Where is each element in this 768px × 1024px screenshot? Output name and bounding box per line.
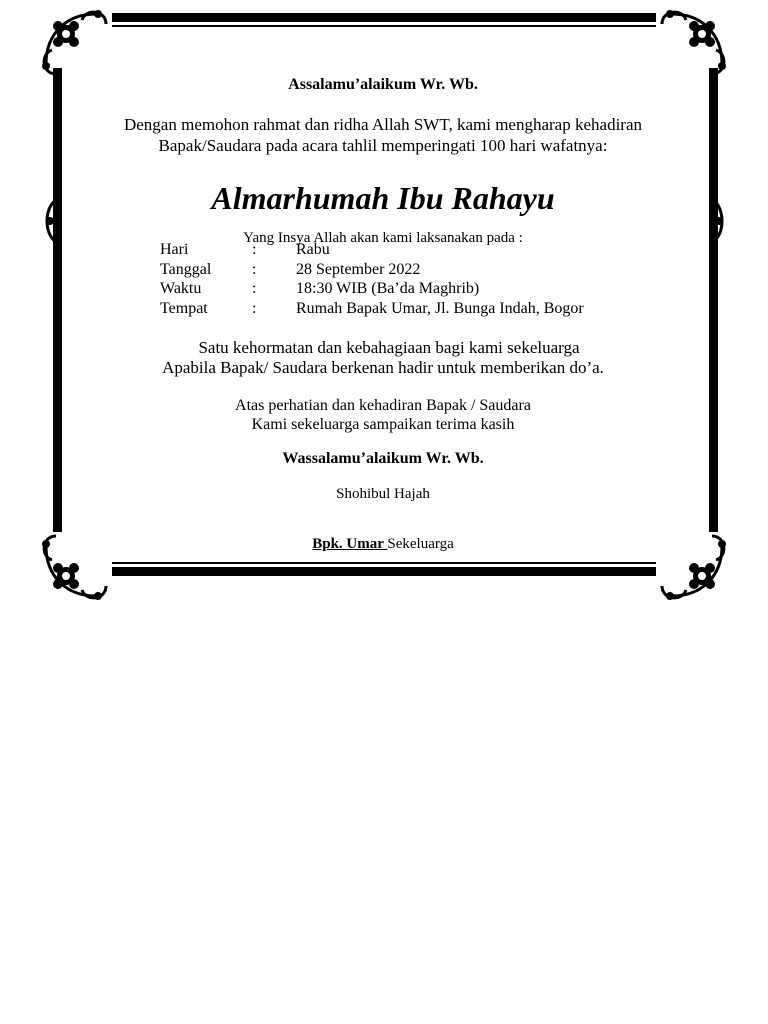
event-lead-text: Yang Insya Allah akan kami laksanakan pada : [243, 230, 523, 246]
honor-line-1: Satu kehormatan dan kebahagiaan bagi kami sekeluarga [198, 338, 580, 357]
side-ornament-icon [42, 198, 62, 244]
detail-row-place [160, 299, 680, 319]
honor-text [62, 338, 704, 378]
detail-separator: : [252, 241, 257, 258]
side-ornament-icon [707, 198, 727, 244]
frame-right-border [709, 68, 718, 532]
deceased-name: Almarhumah Ibu Rahayu [211, 180, 555, 216]
detail-value: Rabu [296, 241, 330, 258]
event-details [160, 240, 680, 318]
frame-left-border [53, 68, 62, 532]
thanks-text [62, 396, 704, 434]
intro-line-2: Bapak/Saudara pada acara tahlil memperingati 100 hari wafatnya: [158, 136, 608, 155]
signature-name: Bpk. Umar [312, 536, 388, 552]
signature-suffix: Sekeluarga [387, 536, 454, 552]
detail-label: Tanggal [160, 260, 212, 278]
detail-value: 28 September 2022 [296, 260, 421, 278]
closing-greeting: Wassalamu’alaikum Wr. Wb. [282, 450, 484, 467]
thanks-line-2: Kami sekeluarga sampaikan terima kasih [251, 416, 515, 433]
detail-row-day [160, 240, 680, 260]
detail-separator: : [252, 260, 257, 278]
frame-bottom-inner-line [112, 562, 656, 564]
detail-separator: : [252, 299, 257, 317]
detail-label: Tempat [160, 299, 208, 317]
signature [62, 536, 704, 553]
detail-row-time [160, 279, 680, 299]
detail-separator: : [252, 280, 257, 297]
intro-line-1: Dengan memohon rahmat dan ridha Allah SWT, kami mengharap kehadiran [123, 115, 643, 134]
detail-label: Waktu [160, 280, 202, 297]
frame-bottom-border [112, 567, 656, 576]
frame-top-inner-line [112, 25, 656, 27]
intro-text [62, 114, 704, 156]
detail-label: Hari [160, 241, 189, 258]
greeting: Assalamu’alaikum Wr. Wb. [288, 76, 478, 93]
detail-value: Rumah Bapak Umar, Jl. Bunga Indah, Bogor [296, 299, 584, 317]
honor-line-2: Apabila Bapak/ Saudara berkenan hadir untuk memberikan do’a. [162, 358, 604, 377]
invitation-content [62, 70, 704, 552]
host-label: Shohibul Hajah [336, 486, 430, 502]
detail-row-date [160, 260, 680, 280]
detail-value: 18:30 WIB (Ba’da Maghrib) [296, 280, 480, 297]
frame-top-border [112, 13, 656, 22]
thanks-line-1: Atas perhatian dan kehadiran Bapak / Saudara [235, 397, 531, 414]
